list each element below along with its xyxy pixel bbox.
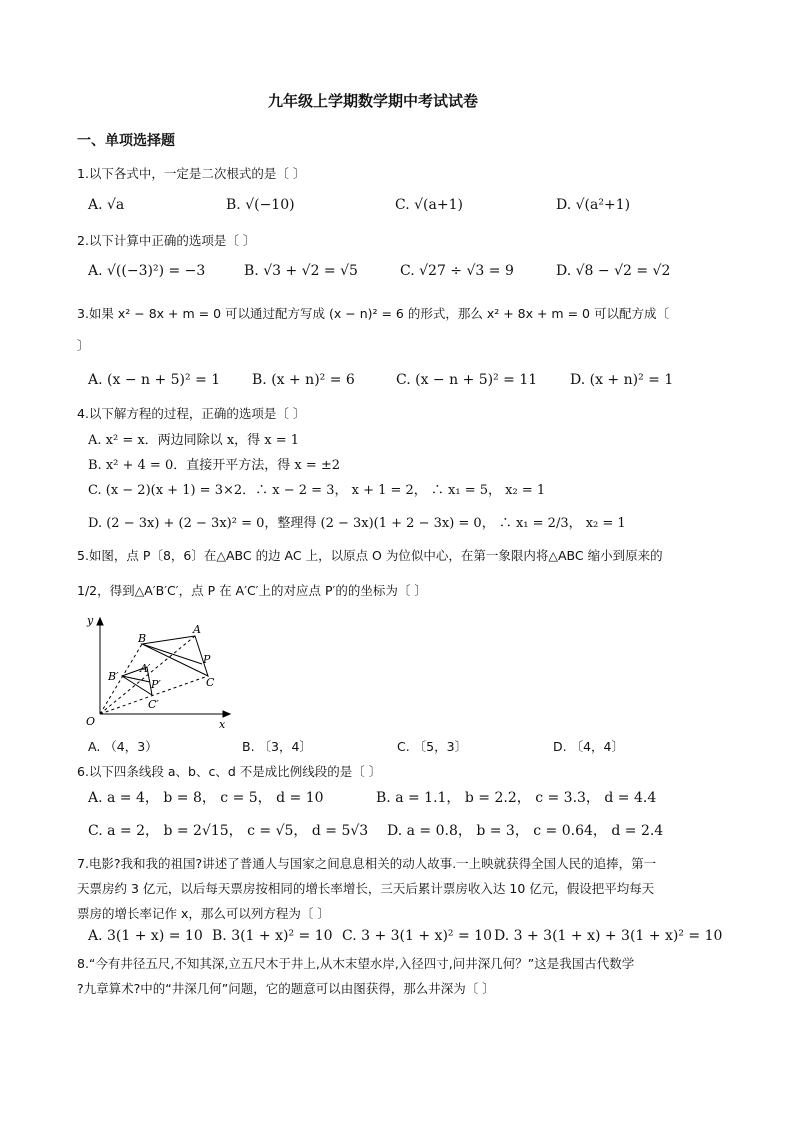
section-heading: 一、单项选择题 [77,133,175,149]
question-3-stem-end: 〕 [77,338,90,353]
question-2-stem: 2.以下计算中正确的选项是〔 〕 [77,233,256,248]
q5-option-b: B. 〔3，4〕 [242,739,312,754]
q4-option-d: D. (2 − 3x) + (2 − 3x)² = 0，整理得 (2 − 3x)(1 + 2 − 3x) = 0， ∴ x₁ = 2/3， x₂ = 1 [88,516,626,531]
question-1-stem: 1.以下各式中，一定是二次根式的是〔 〕 [77,166,306,181]
fig-label-x: x [219,718,226,731]
q1-option-b: B. √(−10) [226,197,295,213]
question-6-stem: 6.以下四条线段 a、b、c、d 不是成比例线段的是〔 〕 [77,764,382,779]
fig-label-a: A [193,623,201,636]
q2-option-d: D. √8 − √2 = √2 [556,263,671,279]
page-title: 九年级上学期数学期中考试试卷 [268,92,479,110]
question-5-stem-2: 1/2，得到△A′B′C′，点 P 在 A′C′上的对应点 P′的的坐标为〔 〕 [77,583,427,598]
question-8-stem-2: ?九章算术?中的“井深几何”问题，它的题意可以由图获得，那么井深为〔 〕 [77,981,495,996]
fig-label-p-prime: P′ [151,678,161,691]
q4-option-b: B. x² + 4 = 0．直接开平方法，得 x = ±2 [88,458,341,473]
fig-label-a-prime: A′ [140,662,151,675]
q7-option-d: D. 3 + 3(1 + x) + 3(1 + x)² = 10 [494,928,723,944]
question-3-stem: 3.如果 x² − 8x + m = 0 可以通过配方写成 (x − n)² = 6 的形式，那么 x² + 8x + m = 0 可以配方成〔 [77,306,669,321]
q1-option-d: D. √(a²+1) [556,197,631,213]
question-7-stem-3: 票房的增长率记作 x，那么可以列方程为〔 〕 [77,906,330,921]
q1-option-c: C. √(a+1) [395,197,463,213]
question-7-stem-2: 天票房约 3 亿元，以后每天票房按相同的增长率增长，三天后累计票房收入达 10 亿元，假设把平均每天 [77,881,655,896]
q3-option-c: C. (x − n + 5)² = 11 [396,372,538,388]
fig-label-b: B [138,632,147,645]
fig-label-b-prime: B′ [108,670,119,683]
q4-option-a: A. x² = x．两边同除以 x，得 x = 1 [88,433,300,448]
q7-option-a: A. 3(1 + x) = 10 [88,928,203,944]
fig-label-c: C [206,676,215,689]
q5-option-a: A. （4，3） [88,739,158,754]
q2-option-b: B. √3 + √2 = √5 [244,263,358,279]
q5-option-c: C. 〔5，3〕 [397,739,468,754]
question-5-stem: 5.如图，点 P〔8，6〕在△ABC 的边 AC 上，以原点 O 为位似中心，在第一象限内将△ABC 缩小到原来的 [77,548,663,563]
fig-label-c-prime: C′ [148,698,159,711]
q7-option-c: C. 3 + 3(1 + x)² = 10 [342,928,492,944]
question-5-figure [80,612,240,732]
question-8-stem-1: 8.“今有井径五尺,不知其深,立五尺木于井上,从木末望水岸,入径四寸,问井深几何？”这是我国古代数学 [77,956,635,971]
q3-option-a: A. (x − n + 5)² = 1 [88,372,221,388]
fig-label-o: O [86,715,96,728]
fig-label-p: P [203,653,211,666]
q6-option-d: D. a = 0.8， b = 3， c = 0.64， d = 2.4 [387,823,664,839]
q2-option-c: C. √27 ÷ √3 = 9 [400,263,514,279]
q3-option-b: B. (x + n)² = 6 [252,372,355,388]
question-4-stem: 4.以下解方程的过程，正确的选项是〔 〕 [77,406,306,421]
q6-option-c: C. a = 2， b = 2√15， c = √5， d = 5√3 [88,823,369,839]
fig-label-y: y [87,614,94,627]
q6-option-b: B. a = 1.1， b = 2.2， c = 3.3， d = 4.4 [376,790,657,806]
question-7-stem-1: 7.电影?我和我的祖国?讲述了普通人与国家之间息息相关的动人故事.一上映就获得全国人民的追捧，第一 [77,856,657,871]
q6-option-a: A. a = 4， b = 8， c = 5， d = 10 [88,790,324,806]
q4-option-c: C. (x − 2)(x + 1) = 3×2．∴ x − 2 = 3， x + 1 = 2， ∴ x₁ = 5， x₂ = 1 [88,483,546,498]
q1-option-a: A. √a [88,197,125,213]
q7-option-b: B. 3(1 + x)² = 10 [212,928,333,944]
q5-option-d: D. 〔4，4〕 [553,739,624,754]
q3-option-d: D. (x + n)² = 1 [570,372,674,388]
q2-option-a: A. √((−3)²) = −3 [88,263,206,279]
